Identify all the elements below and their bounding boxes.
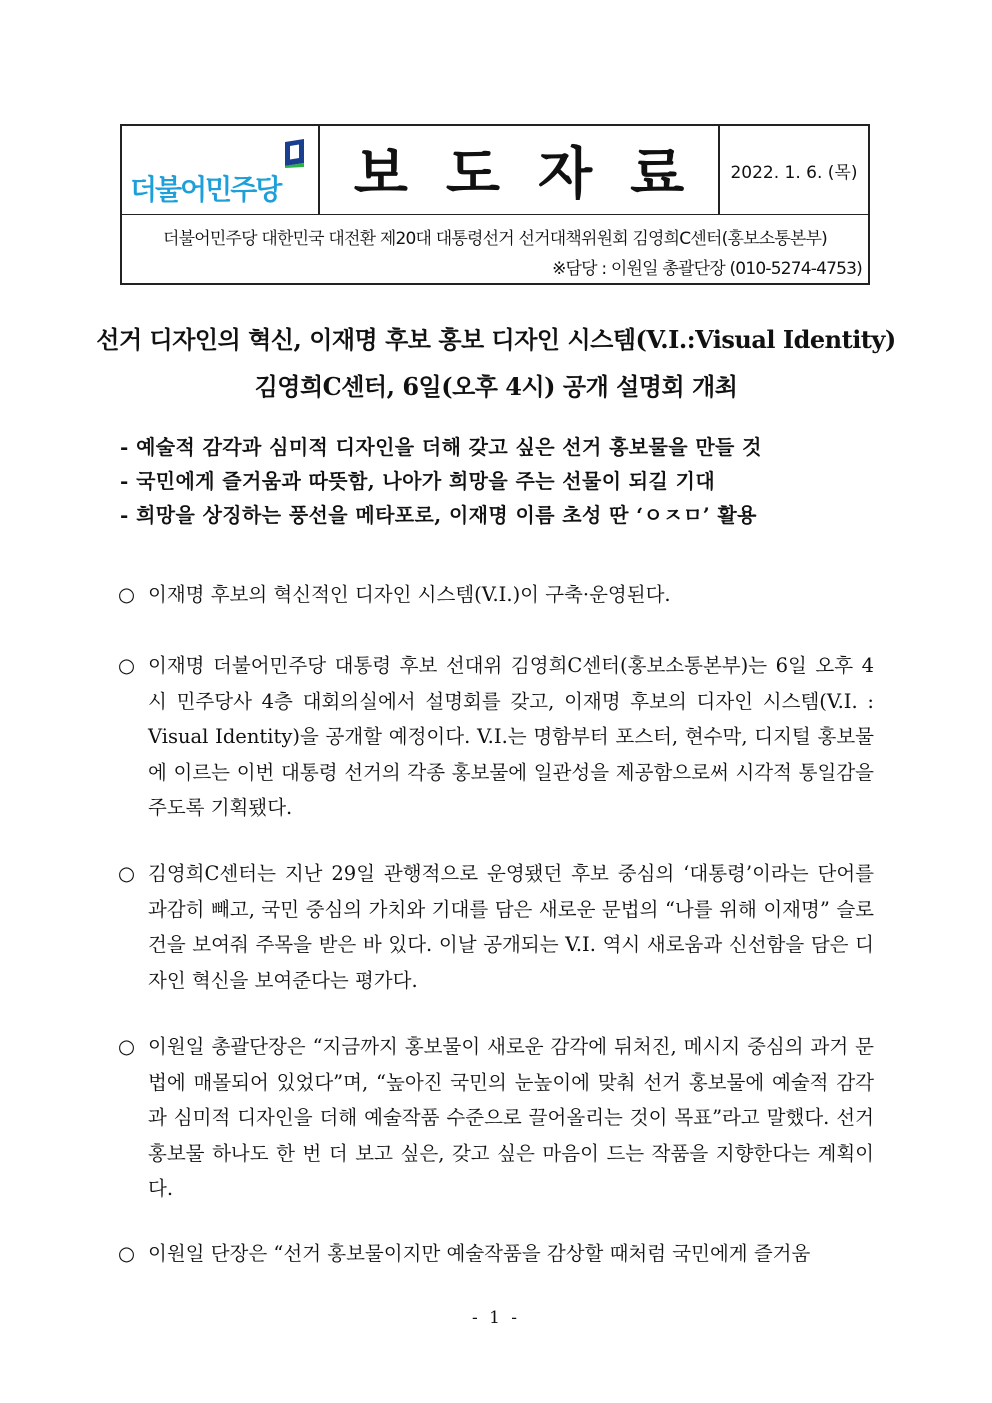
- press-header-box: [120, 124, 870, 285]
- paragraph-text: 이재명 후보의 혁신적인 디자인 시스템(V.I.)이 구축·운영된다.: [148, 583, 671, 606]
- body-paragraph: [118, 577, 874, 613]
- paragraph-circle-marker: ○: [118, 1242, 136, 1265]
- party-flag-icon: [282, 138, 308, 168]
- summary-point: - 예술적 감각과 심미적 디자인을 더해 갖고 싶은 선거 홍보물을 만들 것: [120, 435, 762, 459]
- body-paragraph: [118, 1236, 874, 1272]
- header-top-row: [122, 126, 868, 215]
- page-number: - 1 -: [471, 1308, 521, 1328]
- paragraph-text: 김영희C센터는 지난 29일 관행적으로 운영됐던 후보 중심의 ‘대통령’이라는 단어를 과감히 빼고, 국민 중심의 가치와 기대를 담은 새로운 문법의 “나를 위해 이재명” 슬로건을 보여줘 주목을 받은 바 있다. 이날 공개되는 V.I. 역시 새로움과 신선함을 담은 디자인 혁신을 보여준다는 평가다.: [148, 862, 874, 992]
- body-paragraph: [118, 648, 874, 826]
- paragraph-circle-marker: ○: [118, 1035, 136, 1058]
- paragraph-text: 이원일 단장은 “선거 홍보물이지만 예술작품을 감상할 때처럼 국민에게 즐거움: [148, 1242, 811, 1265]
- headline-main: 선거 디자인의 혁신, 이재명 후보 홍보 디자인 시스템(V.I.:Visual Identity): [96, 325, 896, 354]
- summary-point: - 희망을 상징하는 풍선을 메타포로, 이재명 이름 초성 딴 ‘ㅇㅈㅁ’ 활용: [120, 503, 757, 527]
- contact-line: ※담당 : 이원일 총괄단장 (010-5274-4753): [552, 259, 862, 279]
- press-release-title: 보도자료: [353, 142, 723, 207]
- organization-line: 더불어민주당 대한민국 대전환 제20대 대통령선거 선거대책위원회 김영희C센터(홍보소통본부): [162, 229, 828, 249]
- release-date: 2022. 1. 6. (목): [730, 162, 858, 183]
- party-logo: [122, 126, 320, 214]
- body-paragraph: [118, 856, 874, 998]
- paragraph-circle-marker: ○: [118, 862, 136, 885]
- paragraph-text: 이재명 더불어민주당 대통령 후보 선대위 김영희C센터(홍보소통본부)는 6일 오후 4시 민주당사 4층 대회의실에서 설명회를 갖고, 이재명 후보의 디자인 시스템(V.I. : Visual Identity)을 공개할 예정이다. V.I.는 명함부터 포스터, 현수막, 디지털 홍보물에 이르는 이번 대통령 선거의 각종 홍보물에 일관성을 제공함으로써 시각적 통일감을 주도록 기획됐다.: [148, 654, 874, 819]
- summary-points: [120, 430, 872, 532]
- party-logo-text: 더불어민주당: [130, 173, 281, 206]
- press-release-title-cell: [320, 126, 723, 214]
- paragraph-text: 이원일 총괄단장은 “지금까지 홍보물이 새로운 감각에 뒤처진, 메시지 중심의 과거 문법에 매몰되어 있었다”며, “높아진 국민의 눈높이에 맞춰 선거 홍보물에 예술적 감각과 심미적 디자인을 더해 예술작품 수준으로 끌어올리는 것이 목표”라고 말했다. 선거 홍보물 하나도 한 번 더 보고 싶은, 갖고 싶은 마음이 드는 작품을 지향한다는 계획이다.: [148, 1035, 874, 1200]
- summary-point: - 국민에게 즐거움과 따뜻함, 나아가 희망을 주는 선물이 되길 기대: [120, 469, 716, 493]
- paragraph-circle-marker: ○: [118, 583, 136, 606]
- body-paragraph: [118, 1029, 874, 1207]
- paragraph-circle-marker: ○: [118, 654, 136, 677]
- headline-sub: 김영희C센터, 6일(오후 4시) 공개 설명회 개최: [254, 372, 738, 401]
